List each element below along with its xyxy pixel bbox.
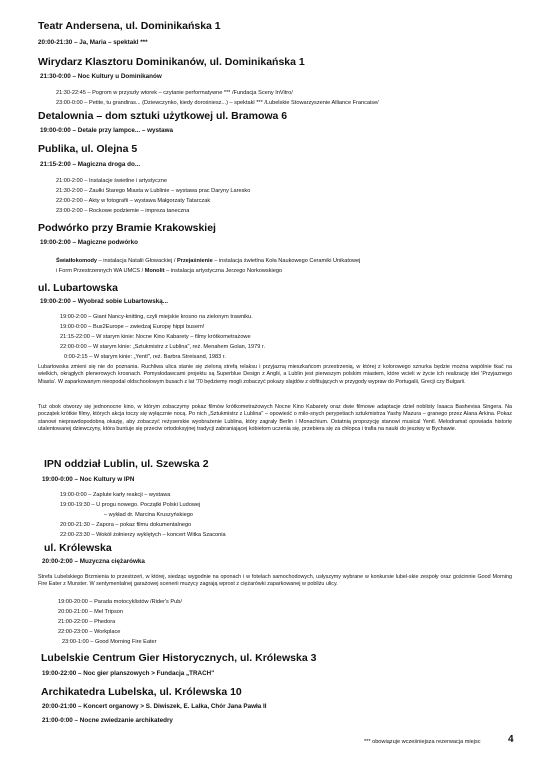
venue-title-podworko: Podwórko przy Bramie Krakowskiej	[38, 222, 216, 234]
event-noc-gier: 19:00-22:00 – Noc gier planszowych > Fundacja „TRACH"	[42, 670, 215, 677]
reservation-footnote: *** obowiązuje wcześniejsza rezerwacja miejsc	[364, 739, 481, 745]
lubartowska-description-1: Lubartowska zmieni się nie do poznania. Ruchliwa ulica stanie się zieloną strefą relaksu i przyjazną mieszkańcom przestrzenią, w której z kolorowego sznurka będzie można wspólnie tkać na wielkich, okrągłych plenerowych krosnach. Pomysłodawcami projektu są Superblue Design z Anglii, a Lublin jest pierwszym polskim miastem, które wcieli w życie ich realizację idei 'Przyjaznego Miasta'. W zaparkowanym nieopodal oldschoolowym busach z lat '70 będziemy mogli zobaczyć pokazy slajdów z obfitujących w przygody wypraw do Portugalii, Grecji czy Bułgarii.	[38, 364, 512, 385]
list-item: 22:00-23:00 – Workplace	[58, 629, 121, 635]
list-item: 22:00-2:00 – Akty w fotografii – wystawa Małgorzaty Tatarczak	[56, 198, 211, 204]
event-magiczna-droga: 21:15-2:00 – Magiczna droga do...	[40, 161, 141, 168]
list-item: 21:30-2:00 – Zaułki Starego Miasta w Lublinie – wystawa prac Daryny Laresko	[56, 188, 251, 194]
list-item: 23:00-1:00 – Good Morning Fire Eater	[62, 639, 157, 645]
installations-line-1: Światłokomody – instalacja Natalii Głowackiej / Przejaśnienie – instalacja świetlna Koła Naukowego Ceramiki Unikatowej	[56, 258, 361, 264]
page-number: 4	[508, 734, 514, 745]
event-noc-kultury-ipn: 19:00-0:00 – Noc Kultury w IPN	[42, 476, 135, 483]
event-noc-kultury-dominikanow: 21:30-0:00 – Noc Kultury u Dominikanów	[40, 73, 162, 80]
event-muzyczna-ciezarowka: 20:00-2:00 – Muzyczna ciężarówka	[42, 558, 145, 565]
event-pogrom: 21:30-22:45 – Pogrom w przyszły wtorek – czytanie performatywne *** /Fundacja Sceny InVitro/	[56, 90, 293, 96]
list-item: 23:00-2:00 – Rockowe podziemie – impreza taneczna	[56, 208, 190, 214]
list-item: – wykład dr. Marcina Kruszyńskiego	[104, 512, 193, 518]
event-magiczne-podworko: 19:00-2:00 – Magiczne podwórko	[40, 239, 138, 246]
event-ja-maria: 20:00-21:30 – Ja, Maria – spektakl ***	[38, 39, 148, 46]
venue-title-wirydarz: Wirydarz Klasztoru Dominikanów, ul. Dominikańska 1	[38, 56, 305, 68]
list-item: 20:00-21:00 – Mel Tripson	[58, 609, 123, 615]
event-koncert-organowy: 20:00-21:00 – Koncert organowy > S. Diwiszek, E. Lalka, Chór Jana Pawła II	[42, 703, 267, 710]
venue-title-detalownia: Detalownia – dom sztuki użytkowej ul. Bramowa 6	[38, 110, 288, 122]
venue-title-lubartowska: ul. Lubartowska	[38, 282, 118, 294]
list-item: 19:00-2:00 – Giant Nancy-knitting, czyli miejskie krosno na zielonym trawniku.	[60, 314, 253, 320]
venue-title-centrum-gier: Lubelskie Centrum Gier Historycznych, ul. Królewska 3	[41, 652, 317, 664]
list-item: 21:00-2:00 – Instalacje świetlne i artystyczne	[56, 178, 168, 184]
event-detale: 19:00-0:00 – Detale przy lampce... – wystawa	[40, 127, 174, 134]
list-item: 19:00-19:30 – U progu nowego. Początki Polski Ludowej	[60, 502, 201, 508]
list-item: 22:00-0:00 – W starym kinie: „Sztukmistrz z Lublina", reż. Menahem Golan, 1979 r.	[60, 344, 266, 350]
list-item: 20:00-21:30 – Zapora – pokaz filmu dokumentalnego	[60, 522, 192, 528]
list-item: 0:00-2:15 – W starym kinie: „Yentl", reż. Barbra Streisand, 1983 r.	[64, 354, 226, 360]
venue-title-publika: Publika, ul. Olejna 5	[38, 143, 138, 155]
event-nocne-zwiedzanie: 21:00-0:00 – Nocne zwiedzanie archikatedry	[42, 717, 173, 724]
list-item: 22:00-23:30 – Wokół żołnierzy wyklętych – koncert Witka Szaconia	[60, 532, 226, 538]
list-item: 21:15-22:00 – W starym kinie: Nocne Kino Kabarety – filmy krótkometrażowe	[60, 334, 251, 340]
venue-title-krolewska: ul. Królewska	[44, 542, 112, 554]
venue-title-teatr-andersena: Teatr Andersena, ul. Dominikańska 1	[38, 20, 221, 32]
installations-line-2: i Form Przestrzennych WA UMCS / Monolit – instalacja artystyczna Jerzego Norkowskiego	[56, 268, 283, 274]
krolewska-description: Strefa Lubelskiego Brzmienia to przestrzeń, w której, siedząc wygodnie na oponach i w fotelach samochodowych, usłyszymy wybrane w konkursie lubel-skie zespoły oraz gościnnie Good Morning Fire Eater z Munster. W sentymentalnej garażowej scenerii muzycy zagrają wprost z ciężarówki zaparkowanej w pobliżu ulicy.	[38, 574, 512, 588]
list-item: 19:00-0:00 – Zaplute karły reakcji – wystawa	[60, 492, 171, 498]
list-item: 19:00-20:00 – Parada motocyklistów /Rider's Pub/	[58, 599, 182, 605]
venue-title-archikatedra: Archikatedra Lubelska, ul. Królewska 10	[41, 686, 242, 698]
event-petite: 23:00-0:00 – Petite, tu grandiras... (Dziewczynko, kiedy dorośniesz...) – spektakl *** /Lubelskie Stowarzyszenie Alliance Francaise/	[56, 100, 379, 106]
list-item: 19:00-0:00 – Bus2Europe – zwiedzaj Europę hippi busem!	[60, 324, 205, 330]
lubartowska-description-2: Tuż obok otworzy się jednonocne kino, w którym zobaczymy pokaz filmów krótkometrażowych Nocne Kino Kabarety oraz dwie filmowe adaptacje dzieł noblisty Isaaca Bashevisa Singera. Na początek krótkie filmy, których akcja toczy się wyłącznie nocą. Po nich „Sztukmistrz z Lublina" – opowieść o milo-snych perypetiach sztukmistrza Yashy Mazura – granego przez Alana Arkina. Pokaz stanowi nieprawdopodobną okazję, aby zobaczyć reżyserskie wyobrażenie Lublina, który zagrały Berlin i Monachium. Ostatnią propozycję stanowi musical Yentl. Melodramat opowiada historię utalentowanej dziewczyny, która buntuje się przeciw ortodoksyjnej tradycji zabraniającej kobietom uczenia się, przebiera się za chłopca i trafia na nauki do jesziwy w Bychawie.	[38, 404, 512, 432]
venue-title-ipn: IPN oddział Lublin, ul. Szewska 2	[44, 458, 209, 470]
event-wyobraz-sobie: 19:00-2:00 – Wyobraź sobie Lubartowską...	[40, 298, 168, 305]
list-item: 21:00-22:00 – Phedora	[58, 619, 116, 625]
